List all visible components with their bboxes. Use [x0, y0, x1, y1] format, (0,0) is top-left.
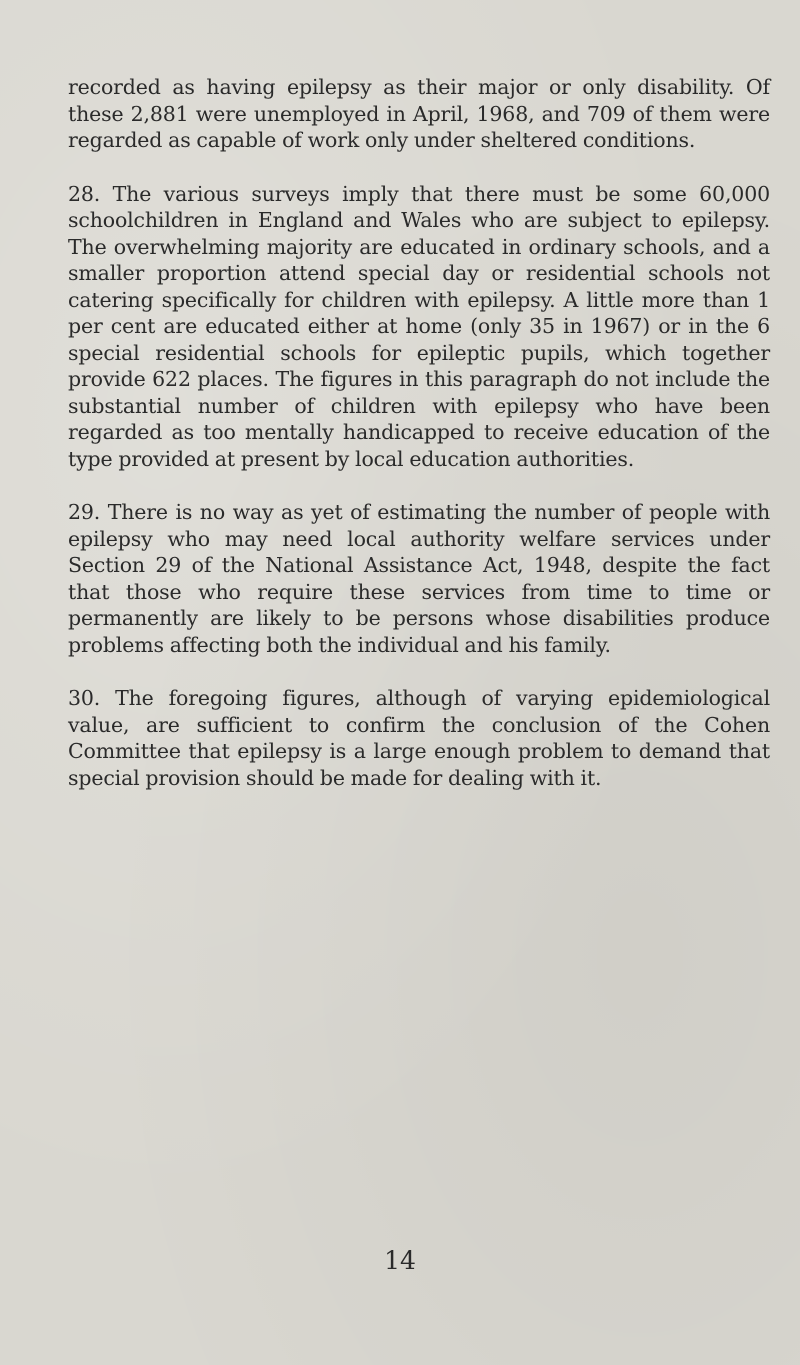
paragraph-continuation: recorded as having epilepsy as their major or only disability. Of these 2,881 were unemployed in April, 1968, and 709 of them were regarded as capable of work only under sheltered conditions.: [68, 75, 770, 152]
page-number: 14: [384, 1246, 416, 1275]
paragraph-28: 28. The various surveys imply that there must be some 60,000 schoolchildren in England and Wales who are subject to epilepsy. The overwhelming majority are educated in ordinary schools, and a smaller proportion attend special day or residential schools not catering specifically for children with epilepsy. A little more than 1 per cent are educated either at home (only 35 in 1967) or in the 6 special residential schools for epileptic pupils, which together provide 622 places. The figures in this paragraph do not include the substantial number of children with epilepsy who have been regarded as too mentally handicapped to receive education of the type provided at present by local education authorities.: [68, 181, 770, 471]
body-text: [68, 74, 770, 818]
paragraph-30: 30. The foregoing figures, although of varying epidemiological value, are sufficient to confirm the conclusion of the Cohen Committee that epilepsy is a large enough problem to demand that special provision should be made for dealing with it.: [68, 686, 770, 790]
paragraph-29: 29. There is no way as yet of estimating the number of people with epilepsy who may need local authority welfare services under Section 29 of the National Assistance Act, 1948, despite the fact that those who require these services from time to time or permanently are likely to be persons whose disabilities produce problems affecting both the individual and his family.: [68, 500, 770, 657]
